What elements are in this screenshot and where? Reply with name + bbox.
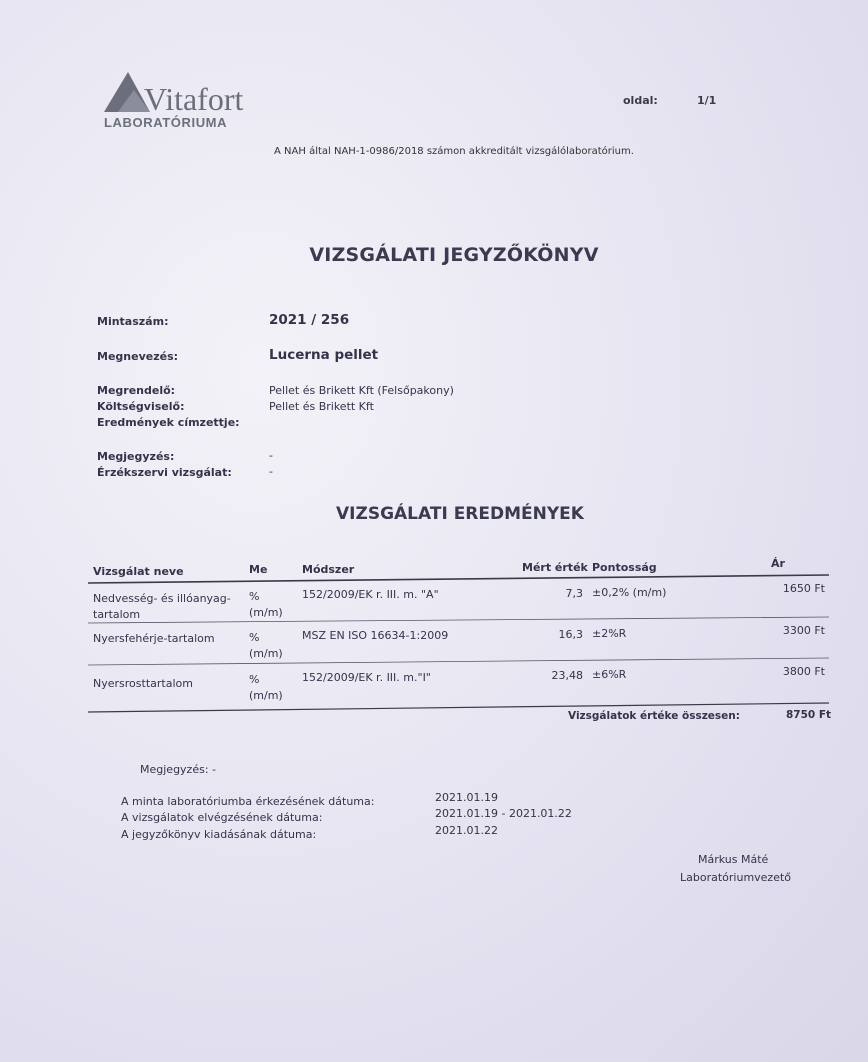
row-name-line1: Nedvesség- és illóanyag- [93,592,231,605]
page-label: oldal: [623,94,658,107]
row-measured: 16,3 [558,628,583,641]
row-price: 1650 Ft [782,582,825,595]
col-header-accuracy: Pontosság [592,561,657,574]
accreditation-text: A NAH által NAH-1-0986/2018 számon akkreditált vizsgálólaboratórium. [274,146,634,157]
row-accuracy: ±0,2% (m/m) [592,586,667,599]
total-value: 8750 Ft [786,709,832,721]
issue-date-value: 2021.01.22 [435,824,498,837]
row-name-line1: Nyersfehérje-tartalom [93,632,215,645]
orderer-value: Pellet és Brikett Kft (Felsőpakony) [269,384,454,397]
orderer-label: Megrendelő: [97,384,176,397]
issue-date-label: A jegyzőkönyv kiadásának dátuma: [121,828,317,841]
page-number: 1/1 [697,94,717,107]
row-unit-line1: % [249,631,260,644]
col-header-method: Módszer [302,563,355,576]
logo-subtitle: LABORATÓRIUMA [104,115,228,130]
row-price: 3300 Ft [782,624,825,637]
row-accuracy: ±2%R [592,627,627,640]
sample-name-label: Megnevezés: [97,350,179,363]
recipient-label: Eredmények címzettje: [97,416,240,429]
row-unit-line1: % [249,673,260,686]
total-label: Vizsgálatok értéke összesen: [568,710,740,722]
logo-name: Vitafort [144,81,244,117]
sample-number-label: Mintaszám: [97,315,169,328]
row-unit-line1: % [249,590,260,603]
signatory-name: Márkus Máté [698,853,769,866]
row-price: 3800 Ft [782,665,825,678]
row-measured: 7,3 [565,587,583,600]
row-unit-line2: (m/m) [249,606,283,619]
sensory-value: - [269,465,273,478]
row-name-line2: tartalom [93,608,141,621]
arrival-date-value: 2021.01.19 [435,791,498,804]
col-header-name: Vizsgálat neve [93,565,184,578]
row-unit-line2: (m/m) [249,689,283,702]
remark-label: Megjegyzés: [97,450,175,463]
results-title: VIZSGÁLATI EREDMÉNYEK [336,504,584,524]
testing-date-label: A vizsgálatok elvégzésének dátuma: [121,811,323,824]
sample-number-value: 2021 / 256 [269,312,350,328]
row-name-line1: Nyersrosttartalom [93,677,193,690]
row-method: 152/2009/EK r. III. m."I" [302,671,431,684]
payer-label: Költségviselő: [97,400,185,413]
document-title: VIZSGÁLATI JEGYZŐKÖNYV [309,244,599,266]
sample-name-value: Lucerna pellet [269,347,379,363]
row-rule-2 [88,658,829,665]
col-header-measured: Mért érték [522,561,588,574]
sensory-label: Érzékszervi vizsgálat: [97,466,232,479]
row-unit-line2: (m/m) [249,647,283,660]
row-measured: 23,48 [551,669,583,682]
remark-value: - [269,449,273,462]
arrival-date-label: A minta laboratóriumba érkezésének dátuma: [121,795,375,808]
results-remark: Megjegyzés: - [140,763,217,776]
col-header-price: Ár [771,557,785,570]
row-accuracy: ±6%R [592,668,627,681]
row-method: MSZ EN ISO 16634-1:2009 [302,629,449,642]
payer-value: Pellet és Brikett Kft [269,400,374,413]
row-rule-1 [88,617,829,623]
signatory-role: Laboratóriumvezető [680,871,792,884]
testing-date-value: 2021.01.19 - 2021.01.22 [435,807,572,820]
row-method: 152/2009/EK r. III. m. "A" [302,588,439,601]
col-header-unit: Me [249,563,268,576]
header-rule [88,575,829,583]
